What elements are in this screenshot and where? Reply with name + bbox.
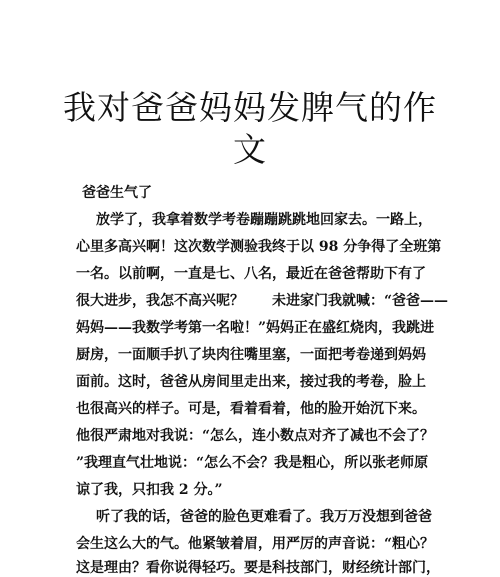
subheading: 爸爸生气了 [82,185,152,201]
paragraph-line: 面前。这时，爸爸从房间里走出来，接过我的考卷，脸上 [76,374,426,390]
paragraph-line: ”我理直气壮地说：“怎么不会？我是粗心，所以张老师原 [76,455,429,471]
paragraph-line: 这是理由？看你说得轻巧。要是科技部门，财经统计部门， [76,560,440,576]
title-line-1: 我对爸爸妈妈发脾气的作 [63,88,437,127]
paragraph-line: 会生这么大的气。他紧皱着眉，用严厉的声音说：“粗心？ [76,536,435,552]
paragraph-line: 他很严肃地对我说：“怎么，连小数点对齐了减也不会了？ [76,428,435,444]
paragraph-line: 一名。以前啊，一直是七、八名，最近在爸爸帮助下有了 [76,266,426,282]
paragraph-line: 谅了我，只扣我 2 分。” [76,482,223,498]
title-line-2: 文 [233,130,267,169]
paragraph-line: 心里多高兴啊！这次数学测验我终于以 98 分争得了全班第 [76,239,442,255]
paragraph-line: 很大进步，我怎不高兴呢？ 未进家门我就喊：“爸爸—— [76,293,449,309]
paragraph-line: 妈妈——我数学考第一名啦！”妈妈正在盛红烧肉，我跳进 [76,320,435,336]
paragraph-line: 放学了，我拿着数学考卷蹦蹦跳跳地回家去。一路上， [96,212,432,228]
paragraph-line: 也很高兴的样子。可是，看着看着，他的脸开始沉下来。 [76,401,426,417]
paragraph-line: 厨房，一面顺手扒了块肉往嘴里塞，一面把考卷递到妈妈 [76,347,426,363]
paragraph-line: 听了我的话，爸爸的脸色更难看了。我万万没想到爸爸 [96,509,432,525]
